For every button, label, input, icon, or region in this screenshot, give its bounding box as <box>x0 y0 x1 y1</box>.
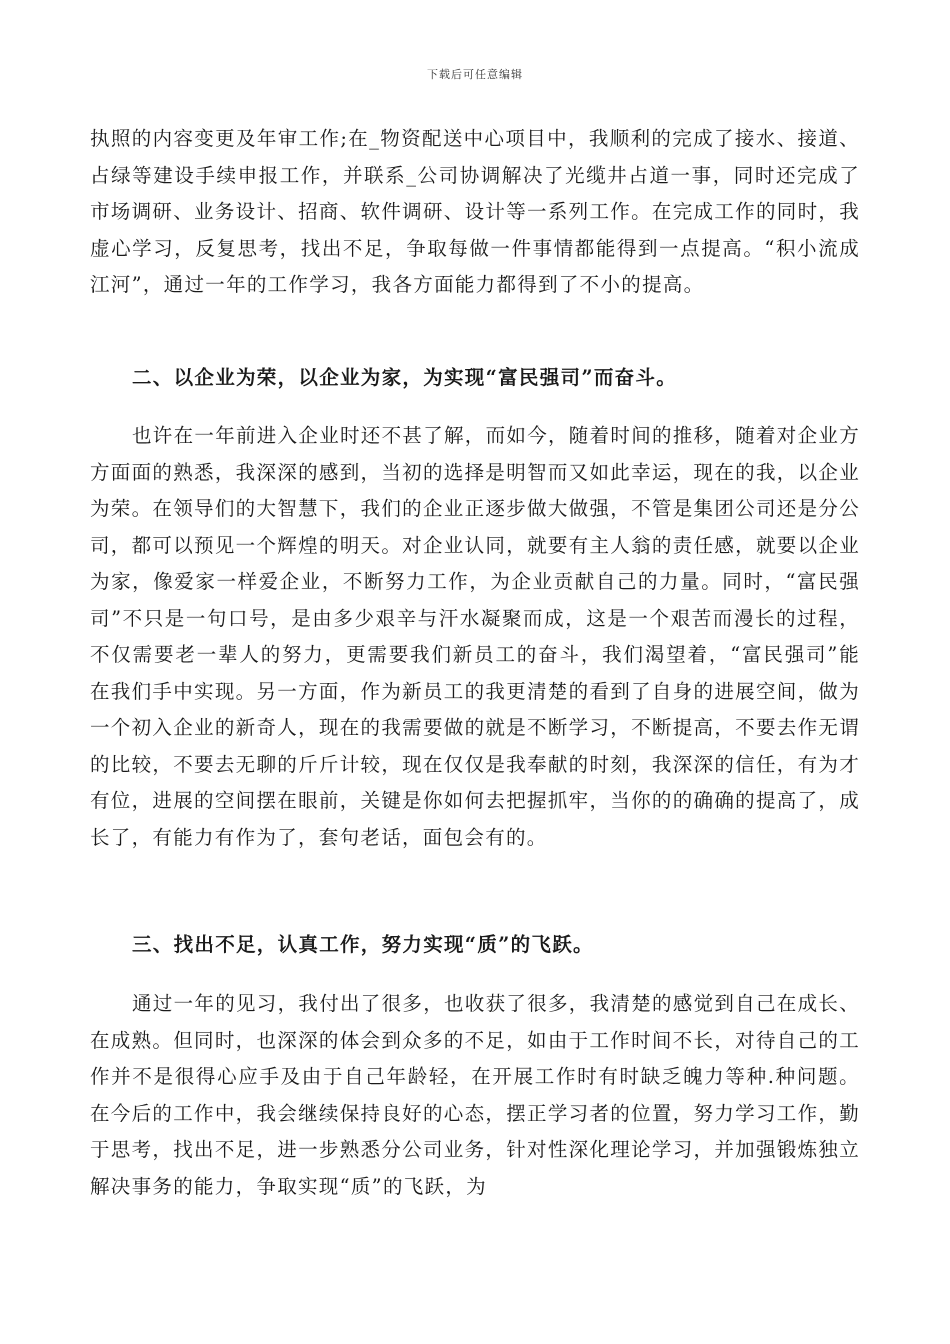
section-three-paragraph: 通过一年的见习，我付出了很多，也收获了很多，我清楚的感觉到自己在成长、在成熟。但同时，也深深的体会到众多的不足，如由于工作时间不长，对待自己的工作并不是很得心应手及由于自己年龄轻，在开展工作时有时缺乏魄力等种.种问题。在今后的工作中，我会继续保持良好的心态，摆正学习者的位置，努力学习工作，勤于思考，找出不足，进一步熟悉分公司业务，针对性深化理论学习，并加强锻炼独立解决事务的能力，争取实现“质”的飞跃，为 <box>90 992 861 1198</box>
section-three-paragraph-block <box>90 986 860 1205</box>
section-two-paragraph-block <box>90 418 860 856</box>
section-two-heading: 二、以企业为荣，以企业为家，为实现“富民强司”而奋斗。 <box>132 366 678 389</box>
section-three-heading-block <box>90 927 860 964</box>
intro-paragraph-block <box>90 121 860 304</box>
section-two-paragraph: 也许在一年前进入企业时还不甚了解，而如今，随着时间的推移，随着对企业方方面面的熟悉，我深深的感到，当初的选择是明智而又如此幸运，现在的我，以企业为荣。在领导们的大智慧下，我们的企业正逐步做大做强，不管是集团公司还是分公司，都可以预见一个辉煌的明天。对企业认同，就要有主人翁的责任感，就要以企业为家，像爱家一样爱企业，不断努力工作，为企业贡献自己的力量。同时，“富民强司”不只是一句口号，是由多少艰辛与汗水凝聚而成，这是一个艰苦而漫长的过程，不仅需要老一辈人的努力，更需要我们新员工的奋斗，我们渴望着，“富民强司”能在我们手中实现。另一方面，作为新员工的我更清楚的看到了自身的进展空间，做为一个初入企业的新奇人，现在的我需要做的就是不断学习，不断提高，不要去作无谓的比较，不要去无聊的斤斤计较，现在仅仅是我奉献的时刻，我深深的信任，有为才有位，进展的空间摆在眼前，关键是你如何去把握抓牢，当你的的确确的提高了，成长了，有能力有作为了，套句老话，面包会有的。 <box>90 424 861 849</box>
intro-paragraph: 执照的内容变更及年审工作;在_物资配送中心项目中，我顺利的完成了接水、接道、占绿等建设手续申报工作，并联系_公司协调解决了光缆井占道一事，同时还完成了市场调研、业务设计、招商、软件调研、设计等一系列工作。在完成工作的同时，我虚心学习，反复思考，找出不足，争取每做一件事情都能得到一点提高。“积小流成江河”，通过一年的工作学习，我各方面能力都得到了不小的提高。 <box>90 127 860 296</box>
section-two-heading-block <box>90 360 860 397</box>
section-three-heading: 三、找出不足，认真工作，努力实现“质”的飞跃。 <box>132 933 594 956</box>
page-header: 下载后可任意编辑 <box>427 68 523 81</box>
